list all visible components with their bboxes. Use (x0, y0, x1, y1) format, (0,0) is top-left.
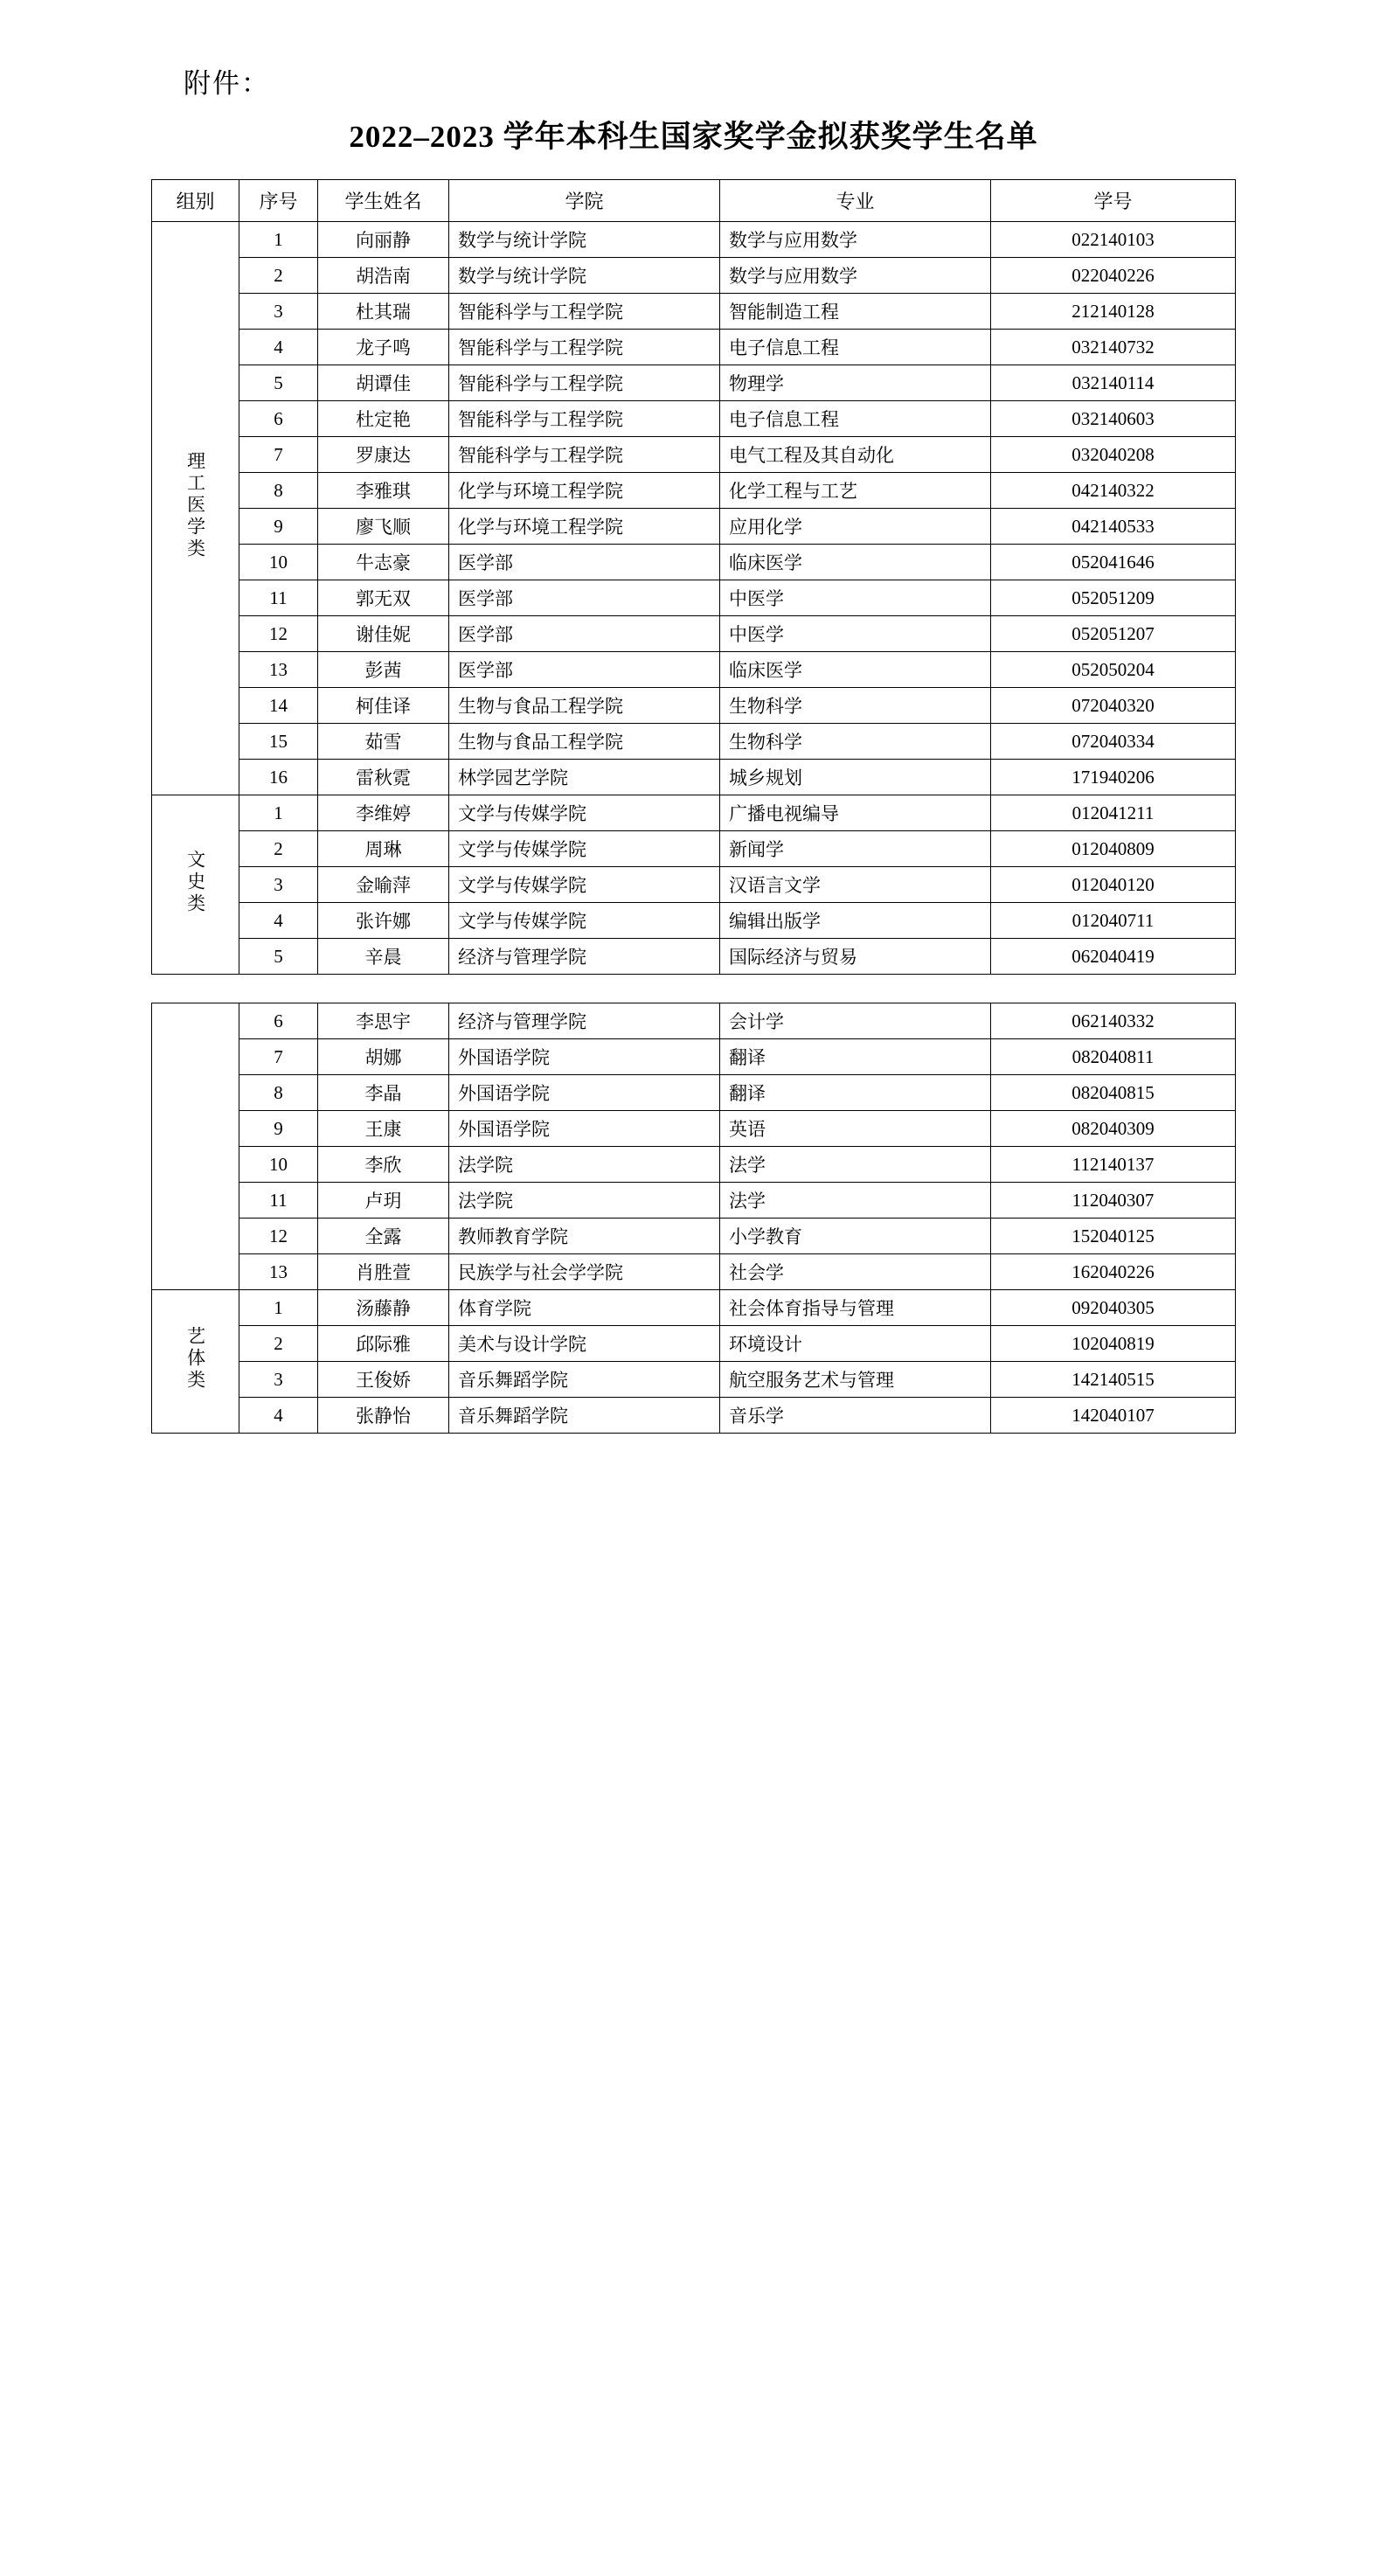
cell-index: 8 (239, 1075, 318, 1111)
table-row (152, 724, 1236, 760)
cell-index: 13 (239, 652, 318, 688)
cell-student-id: 032040208 (991, 437, 1236, 473)
cell-student-id: 112040307 (991, 1183, 1236, 1219)
table-body-part1 (152, 222, 1236, 975)
cell-student-name: 李维婷 (318, 795, 449, 831)
cell-college: 文学与传媒学院 (449, 831, 720, 867)
cell-index: 6 (239, 401, 318, 437)
cell-student-name: 牛志豪 (318, 545, 449, 580)
cell-college: 医学部 (449, 616, 720, 652)
cell-student-id: 102040819 (991, 1326, 1236, 1362)
cell-index: 7 (239, 437, 318, 473)
cell-college: 医学部 (449, 580, 720, 616)
table-row (152, 688, 1236, 724)
cell-student-id: 022140103 (991, 222, 1236, 258)
cell-index: 14 (239, 688, 318, 724)
cell-major: 小学教育 (720, 1219, 991, 1254)
table-row (152, 867, 1236, 903)
cell-major: 翻译 (720, 1039, 991, 1075)
cell-student-name: 龙子鸣 (318, 330, 449, 365)
cell-student-name: 金喻萍 (318, 867, 449, 903)
cell-major: 智能制造工程 (720, 294, 991, 330)
cell-student-name: 李晶 (318, 1075, 449, 1111)
cell-student-id: 042140533 (991, 509, 1236, 545)
cell-student-name: 谢佳妮 (318, 616, 449, 652)
cell-student-name: 李思宇 (318, 1003, 449, 1039)
table-row (152, 222, 1236, 258)
cell-college: 体育学院 (449, 1290, 720, 1326)
cell-student-name: 王康 (318, 1111, 449, 1147)
cell-major: 临床医学 (720, 545, 991, 580)
cell-college: 音乐舞蹈学院 (449, 1362, 720, 1398)
table-row (152, 330, 1236, 365)
cell-major: 社会学 (720, 1254, 991, 1290)
cell-major: 数学与应用数学 (720, 222, 991, 258)
header-student-name: 学生姓名 (318, 180, 449, 222)
table-row (152, 1398, 1236, 1434)
cell-index: 11 (239, 580, 318, 616)
cell-college: 化学与环境工程学院 (449, 509, 720, 545)
table-row (152, 258, 1236, 294)
cell-student-id: 112140137 (991, 1147, 1236, 1183)
cell-college: 智能科学与工程学院 (449, 437, 720, 473)
cell-index: 11 (239, 1183, 318, 1219)
cell-student-name: 李欣 (318, 1147, 449, 1183)
cell-major: 社会体育指导与管理 (720, 1290, 991, 1326)
cell-student-id: 082040309 (991, 1111, 1236, 1147)
header-college: 学院 (449, 180, 720, 222)
cell-student-id: 012040711 (991, 903, 1236, 939)
table-row (152, 1111, 1236, 1147)
cell-major: 物理学 (720, 365, 991, 401)
cell-student-id: 052051207 (991, 616, 1236, 652)
cell-index: 2 (239, 258, 318, 294)
cell-student-id: 032140114 (991, 365, 1236, 401)
table-row (152, 1039, 1236, 1075)
cell-student-id: 032140732 (991, 330, 1236, 365)
cell-student-id: 052050204 (991, 652, 1236, 688)
cell-student-id: 162040226 (991, 1254, 1236, 1290)
table-row (152, 1003, 1236, 1039)
table-row (152, 831, 1236, 867)
cell-index: 3 (239, 1362, 318, 1398)
cell-index: 1 (239, 795, 318, 831)
cell-college: 法学院 (449, 1147, 720, 1183)
cell-major: 航空服务艺术与管理 (720, 1362, 991, 1398)
cell-student-name: 邱际雅 (318, 1326, 449, 1362)
cell-index: 9 (239, 1111, 318, 1147)
cell-student-name: 全露 (318, 1219, 449, 1254)
cell-major: 中医学 (720, 580, 991, 616)
cell-student-name: 郭无双 (318, 580, 449, 616)
cell-student-name: 柯佳译 (318, 688, 449, 724)
cell-student-id: 152040125 (991, 1219, 1236, 1254)
cell-index: 3 (239, 294, 318, 330)
cell-student-name: 彭茜 (318, 652, 449, 688)
cell-college: 数学与统计学院 (449, 258, 720, 294)
cell-student-name: 廖飞顺 (318, 509, 449, 545)
cell-student-name: 杜其瑞 (318, 294, 449, 330)
cell-college: 智能科学与工程学院 (449, 330, 720, 365)
header-major: 专业 (720, 180, 991, 222)
group-label: 文史类 (184, 849, 206, 915)
cell-student-id: 042140322 (991, 473, 1236, 509)
cell-index: 4 (239, 1398, 318, 1434)
cell-college: 智能科学与工程学院 (449, 365, 720, 401)
table-row (152, 473, 1236, 509)
cell-student-id: 072040320 (991, 688, 1236, 724)
group-label: 艺体类 (184, 1326, 206, 1392)
table-row (152, 1147, 1236, 1183)
cell-student-name: 李雅琪 (318, 473, 449, 509)
cell-index: 15 (239, 724, 318, 760)
cell-student-id: 212140128 (991, 294, 1236, 330)
cell-college: 生物与食品工程学院 (449, 688, 720, 724)
table-row (152, 903, 1236, 939)
cell-student-id: 052051209 (991, 580, 1236, 616)
cell-college: 教师教育学院 (449, 1219, 720, 1254)
cell-index: 9 (239, 509, 318, 545)
table-row (152, 760, 1236, 795)
cell-major: 数学与应用数学 (720, 258, 991, 294)
cell-student-name: 胡谭佳 (318, 365, 449, 401)
cell-major: 电气工程及其自动化 (720, 437, 991, 473)
cell-major: 会计学 (720, 1003, 991, 1039)
table-header (152, 180, 1236, 222)
table-row (152, 939, 1236, 975)
cell-college: 文学与传媒学院 (449, 795, 720, 831)
cell-major: 新闻学 (720, 831, 991, 867)
table-row (152, 1219, 1236, 1254)
cell-index: 12 (239, 1219, 318, 1254)
cell-college: 外国语学院 (449, 1039, 720, 1075)
header-student-id: 学号 (991, 180, 1236, 222)
cell-college: 智能科学与工程学院 (449, 294, 720, 330)
table-row (152, 1075, 1236, 1111)
cell-student-id: 032140603 (991, 401, 1236, 437)
table-row (152, 437, 1236, 473)
cell-college: 化学与环境工程学院 (449, 473, 720, 509)
cell-major: 生物科学 (720, 724, 991, 760)
group-cell (152, 795, 239, 975)
cell-major: 法学 (720, 1147, 991, 1183)
cell-major: 城乡规划 (720, 760, 991, 795)
cell-index: 13 (239, 1254, 318, 1290)
table-row (152, 509, 1236, 545)
cell-index: 7 (239, 1039, 318, 1075)
roster-table-part2 (151, 1003, 1236, 1434)
cell-major: 音乐学 (720, 1398, 991, 1434)
cell-index: 3 (239, 867, 318, 903)
header-group: 组别 (152, 180, 239, 222)
table-row (152, 1326, 1236, 1362)
cell-student-id: 062140332 (991, 1003, 1236, 1039)
table-header-row (152, 180, 1236, 222)
cell-student-name: 肖胜萱 (318, 1254, 449, 1290)
cell-college: 生物与食品工程学院 (449, 724, 720, 760)
cell-college: 音乐舞蹈学院 (449, 1398, 720, 1434)
cell-college: 外国语学院 (449, 1075, 720, 1111)
table-row (152, 795, 1236, 831)
cell-student-name: 王俊娇 (318, 1362, 449, 1398)
table-row (152, 1183, 1236, 1219)
cell-student-id: 171940206 (991, 760, 1236, 795)
cell-college: 文学与传媒学院 (449, 867, 720, 903)
cell-major: 英语 (720, 1111, 991, 1147)
cell-college: 文学与传媒学院 (449, 903, 720, 939)
cell-index: 16 (239, 760, 318, 795)
cell-index: 5 (239, 365, 318, 401)
cell-college: 外国语学院 (449, 1111, 720, 1147)
table-spacer (135, 975, 1252, 1003)
cell-major: 广播电视编导 (720, 795, 991, 831)
cell-index: 4 (239, 903, 318, 939)
header-index: 序号 (239, 180, 318, 222)
cell-student-id: 052041646 (991, 545, 1236, 580)
cell-major: 编辑出版学 (720, 903, 991, 939)
cell-index: 2 (239, 831, 318, 867)
table-row (152, 1254, 1236, 1290)
cell-college: 智能科学与工程学院 (449, 401, 720, 437)
cell-college: 美术与设计学院 (449, 1326, 720, 1362)
cell-college: 医学部 (449, 545, 720, 580)
cell-student-id: 142040107 (991, 1398, 1236, 1434)
cell-major: 国际经济与贸易 (720, 939, 991, 975)
cell-student-name: 胡娜 (318, 1039, 449, 1075)
cell-college: 法学院 (449, 1183, 720, 1219)
cell-index: 12 (239, 616, 318, 652)
cell-student-name: 汤藤静 (318, 1290, 449, 1326)
cell-index: 2 (239, 1326, 318, 1362)
cell-student-id: 062040419 (991, 939, 1236, 975)
cell-student-name: 卢玥 (318, 1183, 449, 1219)
cell-student-name: 雷秋霓 (318, 760, 449, 795)
attachment-label: 附件： (184, 68, 270, 99)
cell-major: 中医学 (720, 616, 991, 652)
cell-student-id: 082040815 (991, 1075, 1236, 1111)
table-row (152, 1362, 1236, 1398)
cell-student-name: 茹雪 (318, 724, 449, 760)
cell-index: 6 (239, 1003, 318, 1039)
table-row (152, 616, 1236, 652)
cell-student-id: 012041211 (991, 795, 1236, 831)
cell-student-id: 092040305 (991, 1290, 1236, 1326)
cell-student-name: 罗康达 (318, 437, 449, 473)
group-label: 理工医学类 (184, 451, 206, 560)
cell-college: 经济与管理学院 (449, 939, 720, 975)
cell-college: 数学与统计学院 (449, 222, 720, 258)
cell-student-id: 072040334 (991, 724, 1236, 760)
cell-major: 临床医学 (720, 652, 991, 688)
cell-index: 10 (239, 1147, 318, 1183)
table-row (152, 580, 1236, 616)
cell-index: 5 (239, 939, 318, 975)
cell-student-name: 胡浩南 (318, 258, 449, 294)
cell-student-id: 012040809 (991, 831, 1236, 867)
cell-index: 4 (239, 330, 318, 365)
table-row (152, 652, 1236, 688)
table-row (152, 294, 1236, 330)
cell-student-name: 杜定艳 (318, 401, 449, 437)
cell-major: 法学 (720, 1183, 991, 1219)
group-cell (152, 1003, 239, 1290)
group-cell (152, 222, 239, 795)
cell-index: 8 (239, 473, 318, 509)
cell-major: 应用化学 (720, 509, 991, 545)
table-row (152, 365, 1236, 401)
cell-index: 1 (239, 1290, 318, 1326)
cell-index: 1 (239, 222, 318, 258)
cell-student-name: 张静怡 (318, 1398, 449, 1434)
cell-college: 民族学与社会学学院 (449, 1254, 720, 1290)
cell-major: 化学工程与工艺 (720, 473, 991, 509)
cell-student-id: 022040226 (991, 258, 1236, 294)
cell-major: 环境设计 (720, 1326, 991, 1362)
cell-index: 10 (239, 545, 318, 580)
cell-student-name: 周琳 (318, 831, 449, 867)
cell-major: 汉语言文学 (720, 867, 991, 903)
table-row (152, 1290, 1236, 1326)
cell-major: 电子信息工程 (720, 401, 991, 437)
table-row (152, 545, 1236, 580)
cell-college: 林学园艺学院 (449, 760, 720, 795)
cell-student-id: 082040811 (991, 1039, 1236, 1075)
cell-student-name: 辛晨 (318, 939, 449, 975)
roster-table-part1 (151, 179, 1236, 975)
cell-major: 翻译 (720, 1075, 991, 1111)
cell-student-id: 142140515 (991, 1362, 1236, 1398)
cell-college: 医学部 (449, 652, 720, 688)
group-cell (152, 1290, 239, 1434)
cell-major: 生物科学 (720, 688, 991, 724)
cell-student-name: 张许娜 (318, 903, 449, 939)
table-row (152, 401, 1236, 437)
cell-student-name: 向丽静 (318, 222, 449, 258)
cell-student-id: 012040120 (991, 867, 1236, 903)
table-body-part2 (152, 1003, 1236, 1434)
cell-major: 电子信息工程 (720, 330, 991, 365)
cell-college: 经济与管理学院 (449, 1003, 720, 1039)
page-title: 2022–2023 学年本科生国家奖学金拟获奖学生名单 (349, 120, 1038, 154)
